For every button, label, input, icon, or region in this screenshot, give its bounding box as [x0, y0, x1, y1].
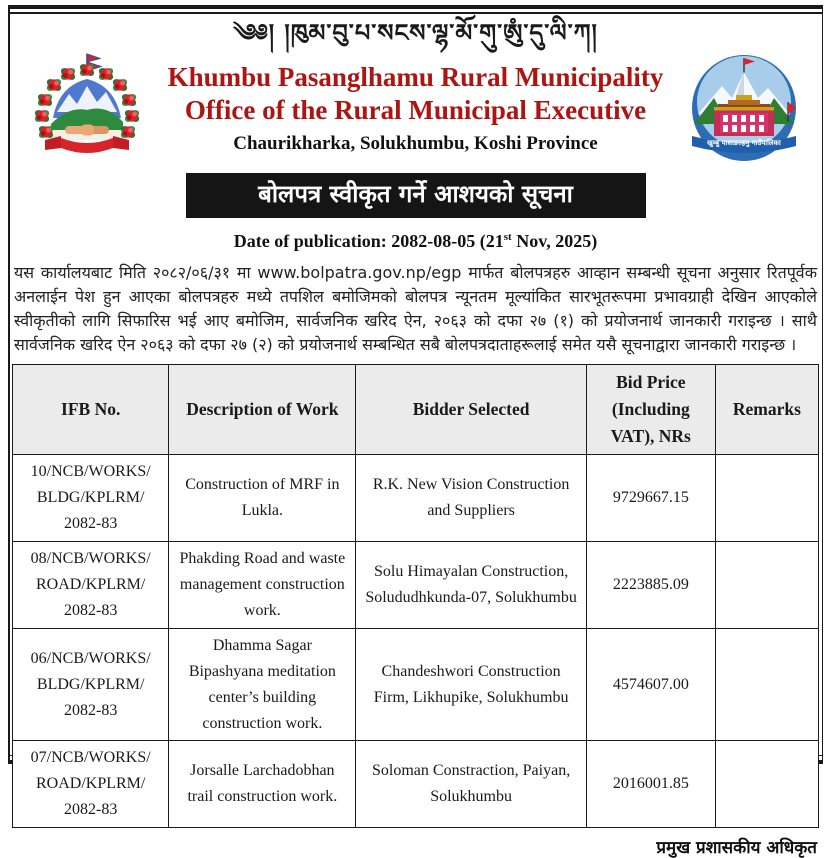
right-border — [822, 5, 824, 764]
col-header-bidder: Bidder Selected — [356, 365, 587, 455]
notice-content — [12, 14, 819, 858]
ifb-no: 10/NCB/WORKS/​BLDG/KPLRM/​2082-83 — [13, 455, 169, 542]
publication-date-ordinal: st — [503, 231, 512, 243]
remarks — [715, 455, 818, 542]
municipality-seal-icon — [683, 52, 805, 164]
col-header-remarks: Remarks — [715, 365, 818, 455]
address-line: Chaurikharka, Solukhumbu, Koshi Province — [233, 133, 598, 155]
ifb-no: 08/NCB/WORKS/​ROAD/KPLRM/​2082-83 — [13, 542, 169, 629]
bid-price: 4574607.00 — [586, 628, 715, 741]
remarks — [715, 741, 818, 828]
col-header-ifb: IFB No. — [13, 365, 169, 455]
tibetan-script-header: ༄༅། །ཁུམ་བུ་པ་སངས་ལྷ་མོ་གུ་ཨུཾ་དུ་ལི་ཀ། — [233, 19, 598, 47]
work-description: Phakding Road and waste management construction work. — [169, 542, 356, 629]
bidder-selected: Soloman Constraction, Paiyan, Solukhumbu — [356, 741, 587, 828]
bid-price: 2016001.85 — [586, 741, 715, 828]
letterhead-titles — [148, 61, 683, 156]
ifb-no: 06/NCB/WORKS/​BLDG/KPLRM/​2082-83 — [13, 628, 169, 741]
work-description: Construction of MRF in Lukla. — [169, 455, 356, 542]
left-border — [8, 5, 10, 764]
top-thick-rule — [8, 5, 823, 9]
bidder-selected: Solu Himayalan Construction, Solududhkunda-07, Solukhumbu — [356, 542, 587, 629]
table-row — [13, 741, 819, 828]
col-header-bid-price: Bid Price (Including VAT), NRs — [586, 365, 715, 455]
table-row — [13, 542, 819, 629]
publication-date — [12, 231, 819, 252]
notice-body-paragraph: यस कार्यालयबाट मिति २०८२/०६/३१ मा www.bolpatra.gov.np/egp मार्फत बोलपत्रहरु आव्हान सम्बन्धी सूचना अनुसार रितपूर्वक अनलाईन पेश हुन आएका बोलपत्रहरु मध्ये तपशिल बमोजिमको बोलपत्र न्यूनतम मूल्यांकित सारभूतरूपमा प्रभावग्राही देखिन आएकोले स्वीकृतीको लागि सिफारिस भई आए बमोजिम, सार्वजनिक खरिद ऐन, २०६३ को दफा २७ (१) को प्रयोजनार्थ जानकारी गराइन्छ । साथै सार्वजनिक खरिद ऐन २०६३ को दफा २७ (२) को प्रयोजनार्थ सम्बन्धित सबै बोलपत्रदाताहरूलाई समेत यसै सूचनाद्वारा जानकारी गराइन्छ । — [14, 263, 817, 354]
table-row — [13, 628, 819, 741]
remarks — [715, 628, 818, 741]
signatory-designation: प्रमुख प्रशासकीय अधिकृत — [656, 838, 817, 858]
publication-date-prefix: Date of publication: 2082-08-05 (21 — [233, 231, 504, 251]
masthead — [12, 52, 819, 164]
seal-ribbon-text: खुम्बु पासाङल्हमु गाउँपालिका — [707, 139, 781, 147]
bidder-selected: R.K. New Vision Construction and Suppliers — [356, 455, 587, 542]
municipality-name: Khumbu Pasanglhamu Rural Municipality — [167, 61, 664, 92]
bid-price: 9729667.15 — [586, 455, 715, 542]
table-header-row — [13, 365, 819, 455]
work-description: Dhamma Sagar Bipashyana meditation center’s building construction work. — [169, 628, 356, 741]
notice-banner-title: बोलपत्र स्वीकृत गर्ने आशयको सूचना — [186, 173, 646, 218]
bidder-selected: Chandeshwori Construction Firm, Likhupike, Solukhumbu — [356, 628, 587, 741]
ifb-no: 07/NCB/WORKS/​ROAD/KPLRM/​2082-83 — [13, 741, 169, 828]
remarks — [715, 542, 818, 629]
office-name: Office of the Rural Municipal Executive — [184, 94, 647, 125]
bid-results-table — [12, 364, 819, 828]
nepal-government-emblem-icon — [26, 52, 148, 164]
col-header-description: Description of Work — [169, 365, 356, 455]
work-description: Jorsalle Larchadobhan trail construction work. — [169, 741, 356, 828]
table-row — [13, 455, 819, 542]
bid-price: 2223885.09 — [586, 542, 715, 629]
publication-date-suffix: Nov, 2025) — [511, 231, 598, 251]
